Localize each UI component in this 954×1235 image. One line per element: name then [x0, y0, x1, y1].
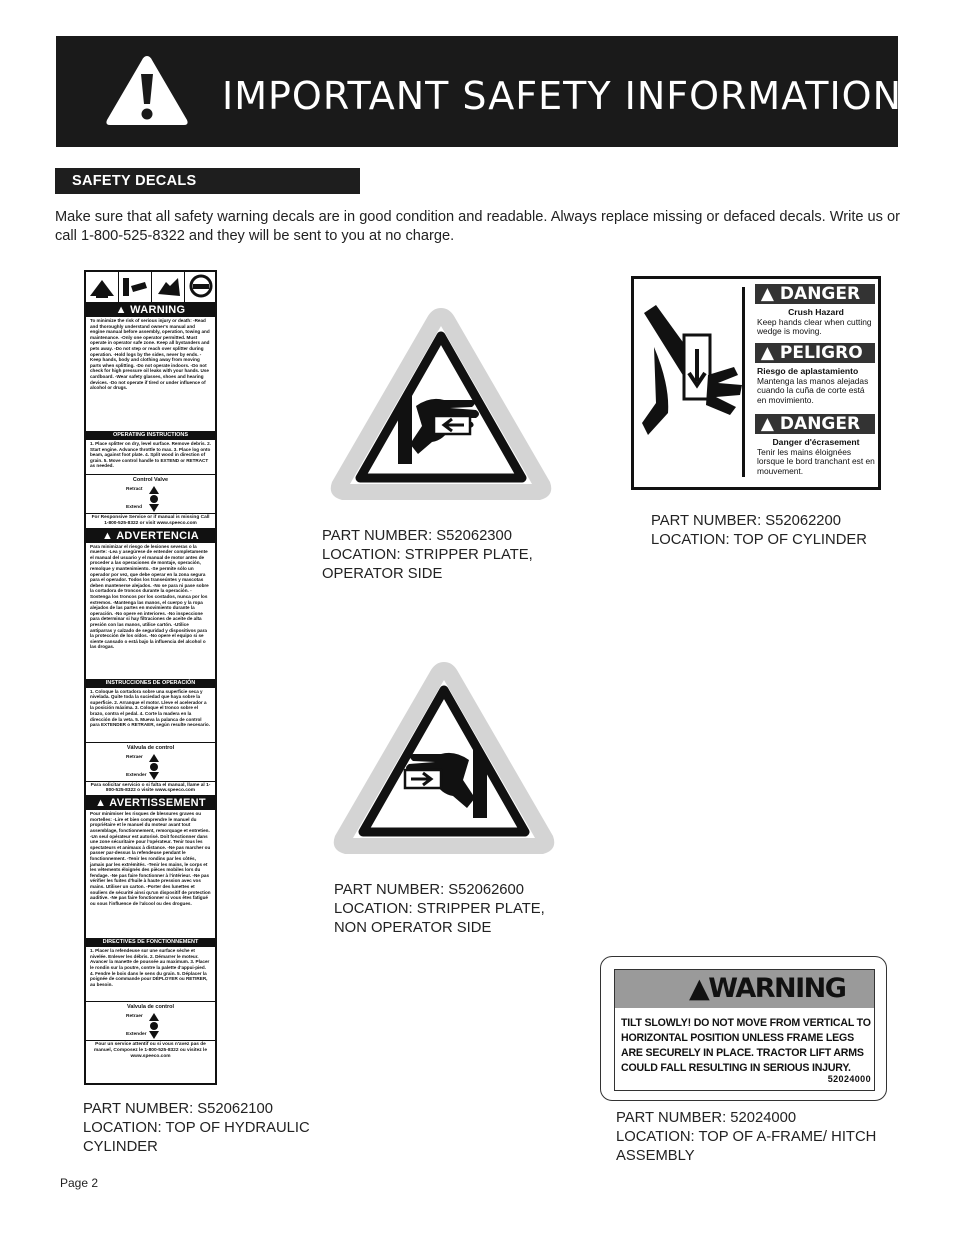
- warning-header: ▲WARNING: [689, 973, 846, 1004]
- decal-52024000: [600, 956, 887, 1101]
- decal-s52062200: [631, 276, 881, 490]
- operating-header: OPERATING INSTRUCTIONS: [86, 431, 215, 440]
- caption-s52062100: PART NUMBER: S52062100 LOCATION: TOP OF HYDRAULIC CYLINDER: [83, 1101, 310, 1155]
- contact-es: Para solicitar servicio o si falta el manual, llame al 1-800-525-8322 o visite www.speeco.com: [86, 782, 215, 797]
- handle-icon: [150, 763, 158, 771]
- instrucciones-text: 1. Coloque la cortadora sobre una superficie seca y nivelada. Quite toda la suciedad que haya sobre la superficie. 2. Arranque el motor. Lleve el acelerador a la posición máxima. 3. Coloque el tronco sobre el brazo, contra el pedal. 4. Corte la madera en la dirección de la veta. 5. Mueva la palanca de control para EXTENDER o RETRAER, según resulte necesario.: [90, 688, 210, 728]
- intro-paragraph: Make sure that all safety warning decals are in good condition and readable. Always replace missing or defaced decals. Write us or call 1-800-525-8322 and they will be sent to you at no charge.: [55, 209, 901, 244]
- instrucciones-header: INSTRUCCIONES DE OPERACIÓN: [86, 679, 215, 688]
- warning-message: TILT SLOWLY! DO NOT MOVE FROM VERTICAL TO HORIZONTAL POSITION UNLESS FRAME LEGS ARE SECURELY IN PLACE. TRACTOR LIFT ARMS COULD FALL RESULTING IN SERIOUS INJURY.: [621, 1017, 871, 1074]
- contact-en: For Responsive Service or if manual is missing Call 1-800-525-8322 or visit www.speeco.com: [86, 514, 215, 529]
- directives-header: DIRECTIVES DE FONCTIONNEMENT: [86, 938, 215, 947]
- bystander-icon: [152, 272, 185, 302]
- caption-s52062300: PART NUMBER: S52062300 LOCATION: STRIPPER PLATE, OPERATOR SIDE: [322, 528, 533, 582]
- crush-hazard-pictogram-operator: [326, 304, 556, 504]
- operating-text: 1. Place splitter on dry, level surface. Remove debris. 2. Start engine. Advance throttle to max. 3. Place log onto beam, against foot plate. 4. Split wood in direction of grain. 5. Move control handle to EXTEND or RETRACT as needed.: [90, 441, 211, 469]
- hand-crush-icon: [119, 272, 152, 302]
- warning-label: [614, 969, 875, 1091]
- retract-arrow-icon: [149, 754, 159, 762]
- decal-pictograms: [86, 272, 215, 303]
- retract-arrow-icon: [149, 486, 159, 494]
- contact-fr: Pour un service attentif ou si vous n'avez pas de manuel, Composez le 1-800-525-8322 ou visitez le www.speeco.com: [93, 1042, 208, 1059]
- warning-part-number: 52024000: [827, 1074, 871, 1084]
- control-valve-fr: Valvula de control Retraer Extender: [86, 1001, 215, 1041]
- danger-text-fr: Danger d'écrasement Tenir les mains éloignées lorsque le bord tranchant est en mouvement.: [757, 437, 875, 476]
- wedge-crush-pictogram: [638, 285, 750, 481]
- section-title: SAFETY DECALS: [72, 173, 197, 189]
- control-valve-en: Control Valve Retract Extend: [86, 474, 215, 514]
- danger-text-es: Riesgo de aplastamiento Mantenga las manos alejadas cuando la cuña de corte está en movimiento.: [757, 366, 869, 405]
- warning-triangle-icon: [104, 52, 190, 128]
- extend-arrow-icon: [149, 772, 159, 780]
- warning-header: ▲ WARNING: [86, 303, 215, 317]
- extend-arrow-icon: [149, 1031, 159, 1039]
- caption-52024000: PART NUMBER: 52024000 LOCATION: TOP OF A-FRAME/ HITCH ASSEMBLY: [616, 1110, 877, 1164]
- danger-header-en: ▲ DANGER: [755, 284, 875, 304]
- caption-s52062200: PART NUMBER: S52062200 LOCATION: TOP OF CYLINDER: [651, 513, 867, 548]
- crush-hazard-pictogram-non-operator: [329, 658, 559, 858]
- avertissement-text: Pour minimiser les risques de blessures graves ou mortelles: -Lire et bien comprendre le manuel du propriétaire et le manuel du moteur avant tout assemblage, fonctionnement, remorquage et entretien. -Un seul opérateur est autorisé. Doit fonctionner dans une zone sécuritaire pour l'opérateur. Tenir tous les spectateurs et animaux à distance. -Ne pas marcher ou passer par-dessus la refendeuse pendant le fonctionnement. -Tenir les rondins par les côtés, jamais par les extrémités. -Tenir les mains, le corps et les vêtements éloignés des pièces mobiles lors du fendage. -Ne pas faire fonctionner à l'intérieur. -Ne pas vérifier les fuites d'huile à haute pression avec vos mains. Utiliser un carton. -Porter des lunettes et souliers de sécurité ainsi qu'un dispositif de protection auditive. -Ne pas faire fonctionner si vous êtes fatigué ou sous l'influence de l'alcool ou des drogues.: [90, 811, 211, 906]
- page-number: Page 2: [60, 1176, 99, 1190]
- danger-header-es: ▲ PELIGRO: [755, 343, 875, 363]
- manual-icon: [86, 272, 119, 302]
- handle-icon: [150, 495, 158, 503]
- extend-arrow-icon: [149, 504, 159, 512]
- avertissement-header: ▲ AVERTISSEMENT: [86, 796, 215, 810]
- handle-icon: [150, 1022, 158, 1030]
- danger-header-fr: ▲ DANGER: [755, 414, 875, 434]
- danger-text-en: Crush Hazard Keep hands clear when cutting wedge is moving.: [757, 307, 872, 337]
- directives-text: 1. Placer la refendeuse sur une surface sèche et nivelée. Enlever les débris. 2. Démarrer le moteur. Avancer la manette de poussée au maximum. 3. Placer le rondin sur la poutre, contre la palette d'appui-pied. 4. Fendre le bois dans le sens du grain. 5. Déplacer la poignée de commande pour DÉPLOYER ou RETIRER, au besoin.: [90, 948, 210, 987]
- control-valve-es: Válvula de control Retraer Extender: [86, 742, 215, 782]
- decal-s52062100: [84, 270, 217, 1085]
- retract-arrow-icon: [149, 1013, 159, 1021]
- caption-s52062600: PART NUMBER: S52062600 LOCATION: STRIPPER PLATE, NON OPERATOR SIDE: [334, 882, 545, 936]
- advertencia-text: Para minimizar el riesgo de lesiones severas o la muerte: -Lea y asegúrese de entender completamente el manual del usuario y el manual de motor antes de proceder a las operaciones de montaje, operación, remolque y mantenimiento. -Se permite sólo un operador por vez, que debe operar en la zona segura para el operador. Todos los transeúntes y mascotas deben mantenerse alejados. -No se para ni pase sobre la cortadora de troncos durante la operación. -Sostenga los troncos por los costados, nunca por los extremos. -Mantenga las manos, el cuerpo y la ropa alejados de las partes en movimiento durante la operación. -No opere en interiores. -No inspeccione para determinar si hay filtraciones de aceite de alta presión con las manos, utilice cartón. -Utilice antiparras y calzado de seguridad y dispositivos para la protección de los oídos. -No opere el equipo si se siente cansado o está bajo la influencia del alcohol o las drogas.: [90, 543, 209, 650]
- warning-text: To minimize the risk of serious injury or death: -Read and thoroughly understand owner's manual and engine manual before assembly, operation, towing and maintenance. -Only one operator permitted. Must operate in operator safe zone. Keep all bystanders and pets away. -Do not step or reach over splitter during operation. -Hold logs by the sides, never by ends. -Keep hands, body and clothing away from moving parts when splitting. -Do not operate indoors. -Do not check for high pressure oil leaks with your hands. Use cardboard. -Wear safety glasses, shoes and hearing devices. -Do not operate if tired or under influence of alcohol or drugs.: [90, 318, 210, 391]
- safety-glasses-icon: [185, 272, 217, 302]
- advertencia-header: ▲ ADVERTENCIA: [86, 529, 215, 543]
- page-title: IMPORTANT SAFETY INFORMATION: [222, 74, 903, 118]
